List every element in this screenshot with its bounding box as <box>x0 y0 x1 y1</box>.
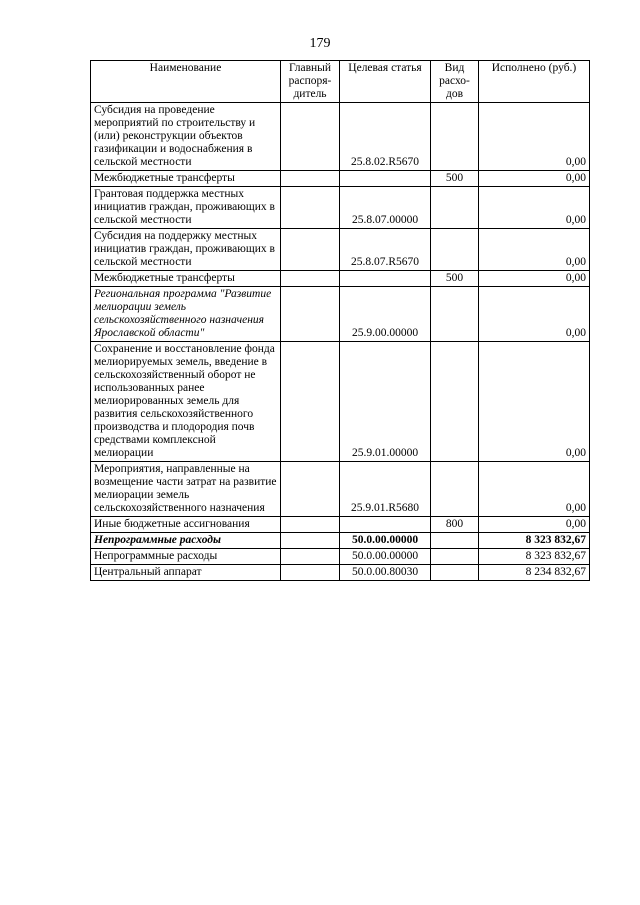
table-row <box>91 271 590 287</box>
cell-code: 50.0.00.00000 <box>340 533 431 549</box>
table-row <box>91 287 590 342</box>
cell-code: 25.9.01.00000 <box>340 342 431 462</box>
cell-code: 25.9.00.00000 <box>340 287 431 342</box>
cell-owner <box>281 171 340 187</box>
cell-owner <box>281 533 340 549</box>
cell-owner <box>281 549 340 565</box>
cell-owner <box>281 229 340 271</box>
cell-kind <box>431 462 479 517</box>
cell-name: Субсидия на поддержку местных инициатив граждан, проживающих в сельской местности <box>91 229 281 271</box>
cell-name: Региональная программа "Развитие мелиорации земель сельскохозяйственного назначения Ярославской области" <box>91 287 281 342</box>
cell-amount: 0,00 <box>479 517 590 533</box>
header-kind: Вид расхо-дов <box>431 61 479 103</box>
cell-code: 50.0.00.80030 <box>340 565 431 581</box>
cell-code <box>340 171 431 187</box>
budget-table <box>90 60 590 581</box>
cell-amount: 0,00 <box>479 342 590 462</box>
cell-kind: 800 <box>431 517 479 533</box>
cell-code: 25.8.07.00000 <box>340 187 431 229</box>
page-number: 179 <box>309 36 331 51</box>
cell-name: Иные бюджетные ассигнования <box>91 517 281 533</box>
header-name: Наименование <box>91 61 281 103</box>
cell-kind <box>431 533 479 549</box>
cell-kind <box>431 565 479 581</box>
cell-code: 25.8.02.R5670 <box>340 103 431 171</box>
table-row <box>91 342 590 462</box>
cell-code: 25.8.07.R5670 <box>340 229 431 271</box>
cell-owner <box>281 103 340 171</box>
table-body <box>91 103 590 581</box>
cell-name: Мероприятия, направленные на возмещение части затрат на развитие мелиорации земель сельскохозяйственного назначения <box>91 462 281 517</box>
cell-kind <box>431 187 479 229</box>
table-row <box>91 187 590 229</box>
cell-code: 25.9.01.R5680 <box>340 462 431 517</box>
table-row <box>91 549 590 565</box>
cell-amount: 0,00 <box>479 229 590 271</box>
cell-kind <box>431 229 479 271</box>
cell-amount: 0,00 <box>479 271 590 287</box>
cell-kind <box>431 287 479 342</box>
cell-owner <box>281 462 340 517</box>
cell-code: 50.0.00.00000 <box>340 549 431 565</box>
cell-code <box>340 271 431 287</box>
cell-amount: 0,00 <box>479 187 590 229</box>
cell-amount: 0,00 <box>479 103 590 171</box>
cell-name: Межбюджетные трансферты <box>91 171 281 187</box>
cell-name: Непрограммные расходы <box>91 533 281 549</box>
cell-amount: 0,00 <box>479 171 590 187</box>
cell-amount: 8 234 832,67 <box>479 565 590 581</box>
cell-kind: 500 <box>431 171 479 187</box>
table-row <box>91 565 590 581</box>
cell-amount: 0,00 <box>479 287 590 342</box>
cell-amount: 8 323 832,67 <box>479 533 590 549</box>
cell-kind <box>431 103 479 171</box>
cell-kind: 500 <box>431 271 479 287</box>
cell-code <box>340 517 431 533</box>
cell-name: Межбюджетные трансферты <box>91 271 281 287</box>
cell-name: Субсидия на проведение мероприятий по строительству и (или) реконструкции объектов газификации и водоснабжения в сельской местности <box>91 103 281 171</box>
cell-name: Сохранение и восстановление фонда мелиорируемых земель, введение в сельскохозяйственный оборот не использованных ранее мелиорированных земель для развития сельскохозяйственного производства и плодородия почв средствами комплексной мелиорации <box>91 342 281 462</box>
table-row <box>91 462 590 517</box>
cell-name: Непрограммные расходы <box>91 549 281 565</box>
cell-owner <box>281 287 340 342</box>
cell-owner <box>281 342 340 462</box>
cell-owner <box>281 565 340 581</box>
cell-amount: 0,00 <box>479 462 590 517</box>
cell-name: Грантовая поддержка местных инициатив граждан, проживающих в сельской местности <box>91 187 281 229</box>
table-row <box>91 229 590 271</box>
cell-kind <box>431 342 479 462</box>
table-row <box>91 533 590 549</box>
header-owner: Главный распоря-дитель <box>281 61 340 103</box>
cell-owner <box>281 187 340 229</box>
table-row <box>91 171 590 187</box>
cell-owner <box>281 517 340 533</box>
cell-owner <box>281 271 340 287</box>
header-amount: Исполнено (руб.) <box>479 61 590 103</box>
cell-name: Центральный аппарат <box>91 565 281 581</box>
cell-kind <box>431 549 479 565</box>
table-row <box>91 517 590 533</box>
table-row <box>91 103 590 171</box>
cell-amount: 8 323 832,67 <box>479 549 590 565</box>
table-header-row <box>91 61 590 103</box>
header-code: Целевая статья <box>340 61 431 103</box>
